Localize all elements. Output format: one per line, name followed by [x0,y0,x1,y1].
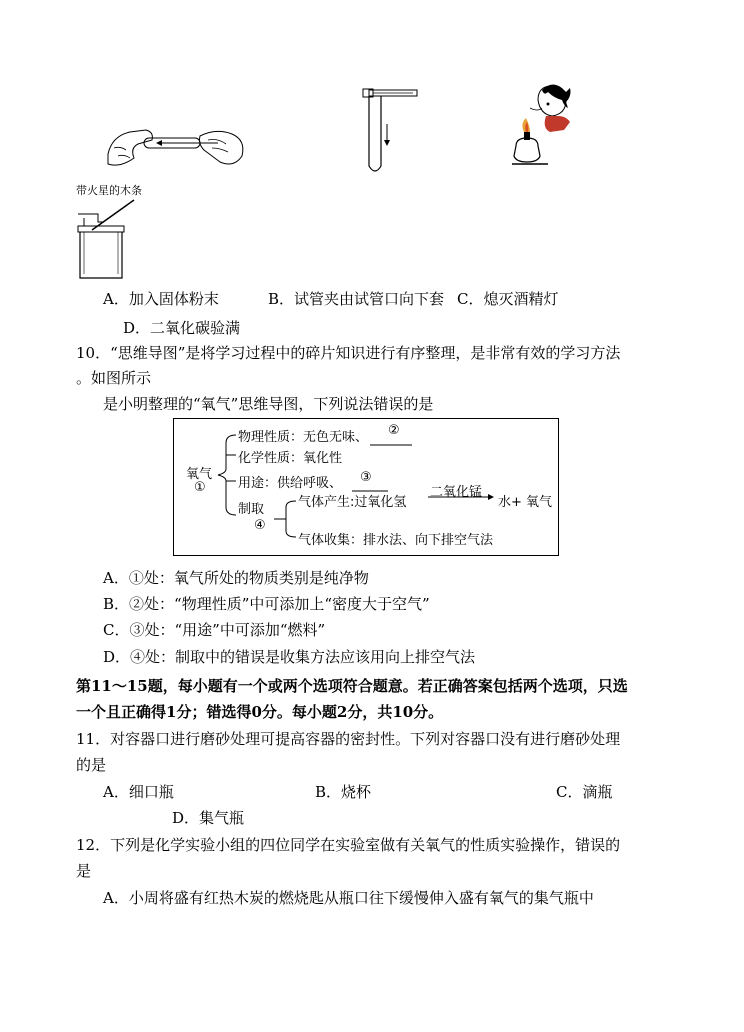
q10-option-a: A．①处：氧气所处的物质类别是纯净物 [103,569,369,587]
q9-option-c: C．熄灭酒精灯 [457,290,559,308]
q10-option-b: B．②处：“物理性质”中可添加上“密度大于空气” [103,595,430,613]
gas-bottle-figure [74,196,144,282]
oxygen-mind-map [173,418,559,556]
mind-map-chemical: 化学性质：氧化性 [238,451,343,466]
q11-stem-line1: 11．对容器口进行磨砂处理可提高容器的密封性。下列对容器口没有进行磨砂处理 [76,730,621,748]
mind-map-prepare: 制取 [238,502,265,517]
q11-stem-line2: 的是 [76,756,107,774]
mind-map-gas-produce: 气体产生:过氧化氢 [298,495,407,510]
q9-option-d: D．二氧化碳验满 [123,319,241,337]
q10-option-d: D．④处：制取中的错误是收集方法应该用向上排空气法 [103,648,476,666]
q10-option-c: C．③处：“用途”中可添加“燃料” [103,621,326,639]
q9-option-b: B．试管夹由试管口向下套 [268,290,445,308]
q10-stem-line2: 。如图所示 [76,369,152,387]
mind-map-use: 用途：供给呼吸、 [238,476,343,491]
q10-stem-line3: 是小明整理的“氧气”思维导图，下列说法错误的是 [103,395,434,413]
mind-map-mark-2: ② [388,423,400,438]
blowing-lamp-figure [508,80,588,180]
q12-option-a: A．小周将盛有红热木炭的燃烧匙从瓶口往下缓慢伸入盛有氧气的集气瓶中 [103,889,594,907]
q11-option-c: C．滴瓶 [556,783,613,801]
mind-map-mark-3: ③ [360,470,372,485]
test-tube-holder-figure [355,84,425,180]
splint-label: 带火星的木条 [76,184,142,197]
mind-map-catalyst: 二氧化锰 [430,485,483,500]
mind-map-gas-collect: 气体收集：排水法、向下排空气法 [298,533,494,548]
q11-option-d: D．集气瓶 [172,809,245,827]
q9-option-a: A．加入固体粉末 [103,290,219,308]
mind-map-products: 水+ 氧气 [498,495,553,510]
q10-stem-line1: 10．“思维导图”是将学习过程中的碎片知识进行有序整理，是非常有效的学习方法 [76,344,621,362]
q11-option-a: A．细口瓶 [103,783,174,801]
section-instructions-line1: 第11～15题，每小题有一个或两个选项符合题意。若正确答案包括两个选项，只选 [76,677,628,695]
adding-powder-figure [100,118,250,180]
mind-map-root: 氧气 [186,467,213,482]
section-instructions-line2: 一个且正确得1分；错选得0分。每小题2分，共10分。 [76,703,444,721]
q11-option-b: B．烧杯 [315,783,372,801]
mind-map-mark-1: ① [194,480,206,495]
q12-stem-line1: 12．下列是化学实验小组的四位同学在实验室做有关氧气的性质实验操作，错误的 [76,836,621,854]
q12-stem-line2: 是 [76,862,92,880]
mind-map-physical: 物理性质：无色无味、 [238,430,369,445]
mind-map-mark-4: ④ [254,518,266,533]
